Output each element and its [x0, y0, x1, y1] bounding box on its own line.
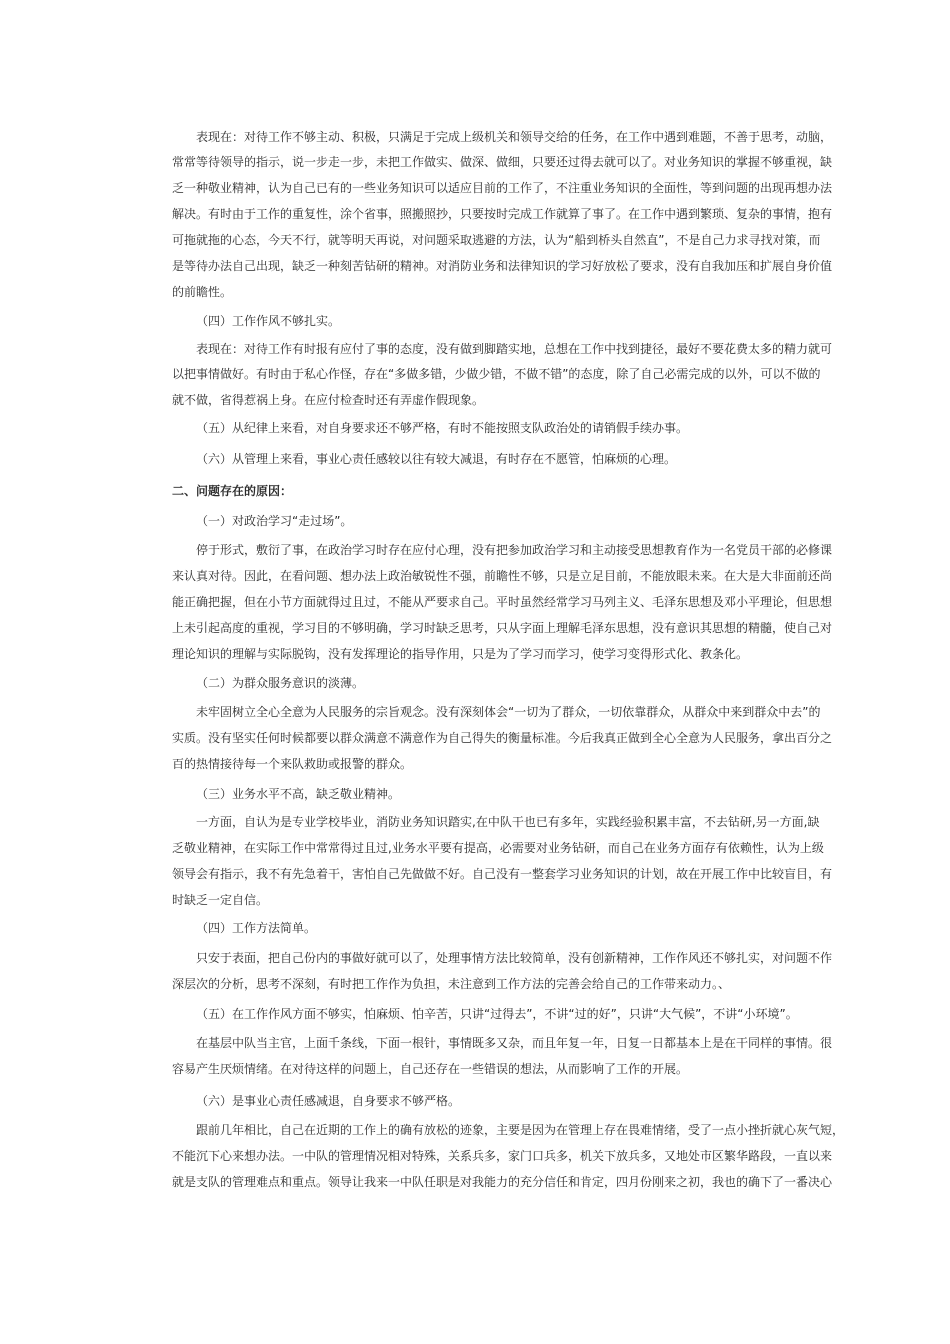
section-subheading: （四）工作方法简单。: [196, 921, 317, 935]
body-text-line: 能正确把握，但在小节方面就得过且过，不能从严要求自己。平时虽然经常学习马列主义、毛泽东思想及邓小平理论，但思想: [172, 595, 833, 609]
body-text-line: 容易产生厌烦情绪。在对待这样的问题上，自己还存在一些错误的想法，从而影响了工作的开展。: [172, 1062, 689, 1076]
body-text-line: 就是支队的管理难点和重点。领导让我来一中队任职是对我能力的充分信任和肯定，四月份刚来之初，我也的确下了一番决心: [172, 1175, 833, 1189]
body-text-line: 是等待办法自己出现，缺乏一种刻苦钻研的精神。对消防业务和法律知识的学习好放松了要求，没有自我加压和扩展自身价值: [172, 259, 833, 273]
body-text-line: 只安于表面，把自己份内的事做好就可以了，处理事情方法比较简单，没有创新精神，工作作风还不够扎实，对问题不作: [196, 951, 833, 965]
body-text-line: 表现在：对待工作有时报有应付了事的态度，没有做到脚踏实地，总想在工作中找到捷径，最好不要花费太多的精力就可: [196, 342, 833, 356]
body-text-line: 来认真对待。因此，在看问题、想办法上政治敏锐性不强，前瞻性不够，只是立足目前，不能放眼未来。在大是大非面前还尚: [172, 569, 833, 583]
section-subheading: （六）从管理上来看，事业心责任感较以往有较大减退，有时存在不愿管，怕麻烦的心理。: [196, 452, 677, 466]
body-text-line: 的前瞻性。: [172, 285, 233, 299]
body-text-line: 跟前几年相比，自己在近期的工作上的确有放松的迹象，主要是因为在管理上存在畏难情绪，受了一点小挫折就心灰气短，: [196, 1123, 845, 1137]
body-text-line: 解决。有时由于工作的重复性，涂个省事，照搬照抄，只要按时完成工作就算了事了。在工作中遇到繁琐、复杂的事情，抱有: [172, 207, 833, 221]
section-heading: 二、问题存在的原因：: [172, 484, 293, 498]
body-text-line: 就不做，省得惹祸上身。在应付检查时还有弄虚作假现象。: [172, 393, 485, 407]
body-text-line: 深层次的分析，思考不深刻，有时把工作作为负担，未注意到工作方法的完善会给自己的工作带来动力。、: [172, 977, 731, 991]
body-text-line: 以把事情做好。有时由于私心作怪，存在“多做多错，少做少错，不做不错”的态度，除了自己必需完成的以外，可以不做的: [172, 367, 821, 381]
body-text-line: 可拖就拖的心态，今天不行，就等明天再说，对问题采取逃避的方法，认为“船到桥头自然直”，不是自己力求寻找对策，而: [172, 233, 821, 247]
section-subheading: （六）是事业心责任感减退，自身要求不够严格。: [196, 1094, 461, 1108]
body-text-line: 理论知识的理解与实际脱钩，没有发挥理论的指导作用，只是为了学习而学习，使学习变得形式化、教条化。: [172, 647, 749, 661]
section-subheading: （三）业务水平不高，缺乏敬业精神。: [196, 787, 401, 801]
body-text-line: 乏一种敬业精神，认为自己已有的一些业务知识可以适应目前的工作了，不注重业务知识的全面性，等到问题的出现再想办法: [172, 181, 833, 195]
body-text-line: 一方面，自认为是专业学校毕业，消防业务知识踏实,在中队干也已有多年，实践经验积累丰富，不去钻研,另一方面,缺: [196, 815, 820, 829]
body-text-line: 停于形式，敷衍了事，在政治学习时存在应付心理，没有把参加政治学习和主动接受思想教育作为一名党员干部的必修课: [196, 543, 833, 557]
body-text-line: 表现在：对待工作不够主动、积极，只满足于完成上级机关和领导交给的任务，在工作中遇到难题，不善于思考，动脑，: [196, 130, 833, 144]
body-text-line: 领导会有指示，我不有先急着干，害怕自己先做做不好。自己没有一整套学习业务知识的计划，故在开展工作中比较盲目，有: [172, 867, 833, 881]
body-text-line: 在基层中队当主官，上面千条线，下面一根针，事情既多又杂，而且年复一年，日复一日都基本上是在干同样的事情。很: [196, 1036, 833, 1050]
body-text-line: 时缺乏一定自信。: [172, 893, 269, 907]
body-text-line: 上未引起高度的重视，学习目的不够明确，学习时缺乏思考，只从字面上理解毛泽东思想，没有意识其思想的精髓，使自己对: [172, 621, 833, 635]
section-subheading: （一）对政治学习“走过场”。: [196, 514, 353, 528]
body-text-line: 百的热情接待每一个来队救助或报警的群众。: [172, 757, 413, 771]
section-subheading: （五）在工作作风方面不够实，怕麻烦、怕辛苦，只讲“过得去”，不讲“过的好”，只讲“大气候”，不讲“小环境”。: [196, 1007, 798, 1021]
body-text-line: 实质。没有坚实任何时候都要以群众满意不满意作为自己得失的衡量标准。今后我真正做到全心全意为人民服务，拿出百分之: [172, 731, 833, 745]
body-text-line: 乏敬业精神，在实际工作中常常得过且过,业务水平要有提高，必需要对业务钻研，而自己在业务方面存有依赖性，认为上级: [172, 841, 824, 855]
body-text-line: 未牢固树立全心全意为人民服务的宗旨观念。没有深刻体会“一切为了群众，一切依靠群众，从群众中来到群众中去”的: [196, 705, 821, 719]
body-text-line: 常常等待领导的指示，说一步走一步，未把工作做实、做深、做细，只要还过得去就可以了。对业务知识的掌握不够重视，缺: [172, 155, 833, 169]
section-subheading: （四）工作作风不够扎实。: [196, 314, 341, 328]
section-subheading: （五）从纪律上来看，对自身要求还不够严格，有时不能按照支队政治处的请销假手续办事。: [196, 421, 689, 435]
section-subheading: （二）为群众服务意识的淡薄。: [196, 676, 365, 690]
body-text-line: 不能沉下心来想办法。一中队的管理情况相对特殊，关系兵多，家门口兵多，机关下放兵多，又地处市区繁华路段，一直以来: [172, 1149, 833, 1163]
